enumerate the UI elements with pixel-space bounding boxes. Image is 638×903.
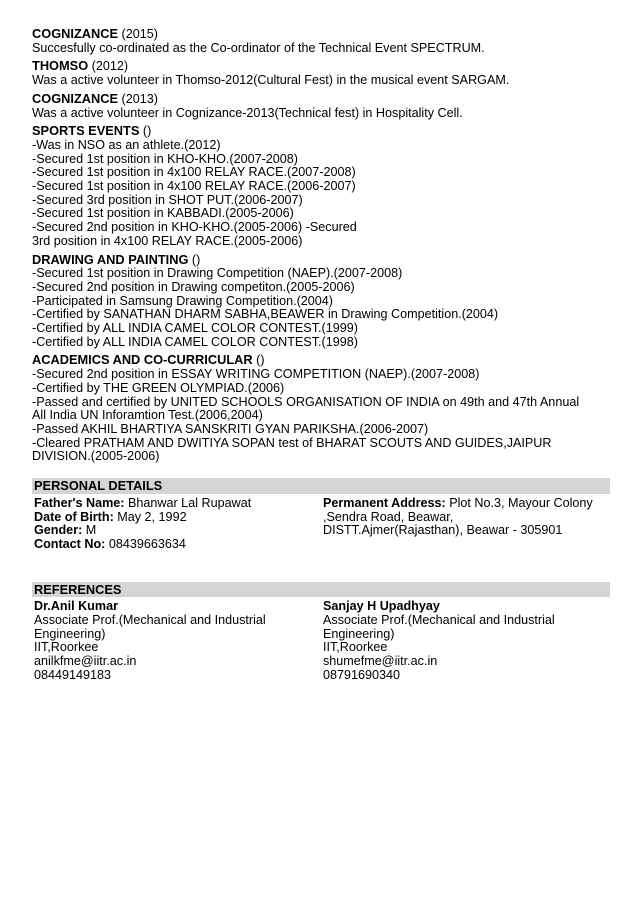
activity-heading xyxy=(32,353,610,368)
activity-line: -Participated in Samsung Drawing Competition.(2004) xyxy=(32,293,333,308)
activity-line: -Passed and certified by UNITED SCHOOLS ORGANISATION OF INDIA on 49th and 47th Annual xyxy=(32,394,580,409)
activity-line: -Cleared PRATHAM AND DWITIYA SOPAN test of BHARAT SCOUTS AND GUIDES,JAIPUR xyxy=(32,435,552,450)
address-line-3: DISTT.Ajmer(Rajasthan), Beawar - 305901 xyxy=(323,523,563,538)
activity-year: (2015) xyxy=(121,27,158,41)
activity-entry xyxy=(32,353,610,464)
activity-entry xyxy=(32,124,610,248)
father-name-row xyxy=(34,497,323,511)
activity-heading xyxy=(32,92,610,107)
activity-line: -Secured 2nd position in ESSAY WRITING COMPETITION (NAEP).(2007-2008) xyxy=(32,367,480,382)
dob-value: May 2, 1992 xyxy=(113,509,187,524)
activity-line: DIVISION.(2005-2006) xyxy=(32,449,160,464)
reference-line: Engineering) xyxy=(34,626,106,641)
references-heading: REFERENCES xyxy=(32,582,610,598)
activity-heading xyxy=(32,27,610,42)
activity-entry xyxy=(32,92,610,120)
reference-name: Sanjay H Upadhyay xyxy=(323,599,440,614)
activities-list xyxy=(32,27,610,464)
dob-row xyxy=(34,511,323,525)
activity-line: -Certified by ALL INDIA CAMEL COLOR CONTEST.(1999) xyxy=(32,321,358,336)
activity-year: (2013) xyxy=(121,91,158,106)
activity-title: COGNIZANCE xyxy=(32,90,119,106)
activity-line: -Secured 1st position in 4x100 RELAY RACE.(2006-2007) xyxy=(32,179,356,194)
reference-line: 08449149183 xyxy=(34,667,112,682)
activity-line: All India UN Inforamtion Test.(2006,2004) xyxy=(32,408,263,423)
personal-details xyxy=(32,497,610,552)
activity-line: 3rd position in 4x100 RELAY RACE.(2005-2006) xyxy=(32,233,303,248)
contact-row xyxy=(34,538,323,552)
reference-line: IIT,Roorkee xyxy=(34,640,99,655)
activity-line: -Passed AKHIL BHARTIYA SANSKRITI GYAN PARIKSHA.(2006-2007) xyxy=(32,421,429,436)
reference-line: 08791690340 xyxy=(323,667,401,682)
activity-line: -Secured 3rd position in SHOT PUT.(2006-2007) xyxy=(32,192,303,207)
activity-line: -Secured 1st position in KABBADI.(2005-2006) xyxy=(32,206,294,221)
activity-title: COGNIZANCE xyxy=(32,26,119,41)
address-label: Permanent Address: xyxy=(323,495,446,510)
activity-year: () xyxy=(142,124,152,139)
activity-year: () xyxy=(191,252,201,267)
reference-line: Associate Prof.(Mechanical and Industrial xyxy=(34,613,266,628)
activity-line: -Certified by SANATHAN DHARM SABHA,BEAWER in Drawing Competition.(2004) xyxy=(32,307,499,322)
address-row xyxy=(323,497,610,511)
activity-line: -Secured 2nd position in Drawing competiton.(2005-2006) xyxy=(32,279,355,294)
contact-value: 08439663634 xyxy=(105,536,186,551)
activity-line: -Secured 2nd position in KHO-KHO.(2005-2006) -Secured xyxy=(32,220,357,235)
reference-line: Associate Prof.(Mechanical and Industrial xyxy=(323,613,555,628)
reference-name: Dr.Anil Kumar xyxy=(34,599,118,614)
activity-line: -Secured 1st position in 4x100 RELAY RACE.(2007-2008) xyxy=(32,165,356,180)
activity-line: -Certified by THE GREEN OLYMPIAD.(2006) xyxy=(32,380,285,395)
activity-title: DRAWING AND PAINTING xyxy=(32,251,189,267)
activity-line: Was a active volunteer in Cognizance-2013(Technical fest) in Hospitality Cell. xyxy=(32,105,463,120)
activity-entry xyxy=(32,253,610,350)
reference-card xyxy=(32,600,323,682)
father-name-label: Father's Name: xyxy=(34,495,125,510)
activity-line: -Was in NSO as an athlete.(2012) xyxy=(32,137,221,152)
activity-line: Succesfully co-ordinated as the Co-ordinator of the Technical Event SPECTRUM. xyxy=(32,40,485,55)
reference-line: Engineering) xyxy=(323,626,395,641)
contact-label: Contact No: xyxy=(34,536,106,551)
reference-card xyxy=(323,600,610,682)
activity-heading xyxy=(32,253,610,268)
address-line-2: ,Sendra Road, Beawar, xyxy=(323,509,454,524)
gender-value: M xyxy=(82,523,97,538)
dob-label: Date of Birth: xyxy=(34,509,114,524)
reference-line: IIT,Roorkee xyxy=(323,640,388,655)
activity-title: ACADEMICS AND CO-CURRICULAR xyxy=(32,352,253,368)
activity-line: -Secured 1st position in Drawing Competition (NAEP).(2007-2008) xyxy=(32,266,403,281)
activity-line: Was a active volunteer in Thomso-2012(Cultural Fest) in the musical event SARGAM. xyxy=(32,73,510,88)
father-name-value: Bhanwar Lal Rupawat xyxy=(124,495,252,510)
reference-line: shumefme@iitr.ac.in xyxy=(323,654,438,669)
reference-line: anilkfme@iitr.ac.in xyxy=(34,654,137,669)
personal-details-right xyxy=(323,497,610,552)
references-list xyxy=(32,600,610,682)
gender-row xyxy=(34,524,323,538)
activity-line: -Secured 1st position in KHO-KHO.(2007-2008) xyxy=(32,151,298,166)
activity-year: (2012) xyxy=(91,59,129,74)
personal-details-left xyxy=(32,497,323,552)
address-value: Plot No.3, Mayour Colony xyxy=(445,495,593,510)
activity-entry xyxy=(32,59,610,87)
activity-heading xyxy=(32,59,610,74)
activity-year: () xyxy=(256,353,265,368)
activity-heading xyxy=(32,124,610,139)
personal-details-heading: PERSONAL DETAILS xyxy=(32,478,610,494)
activity-title: THOMSO xyxy=(32,58,89,74)
resume-page xyxy=(32,27,610,683)
activity-entry xyxy=(32,27,610,55)
activity-line: -Certified by ALL INDIA CAMEL COLOR CONTEST.(1998) xyxy=(32,334,358,349)
activity-title: SPORTS EVENTS xyxy=(32,123,140,139)
gender-label: Gender: xyxy=(34,523,83,538)
